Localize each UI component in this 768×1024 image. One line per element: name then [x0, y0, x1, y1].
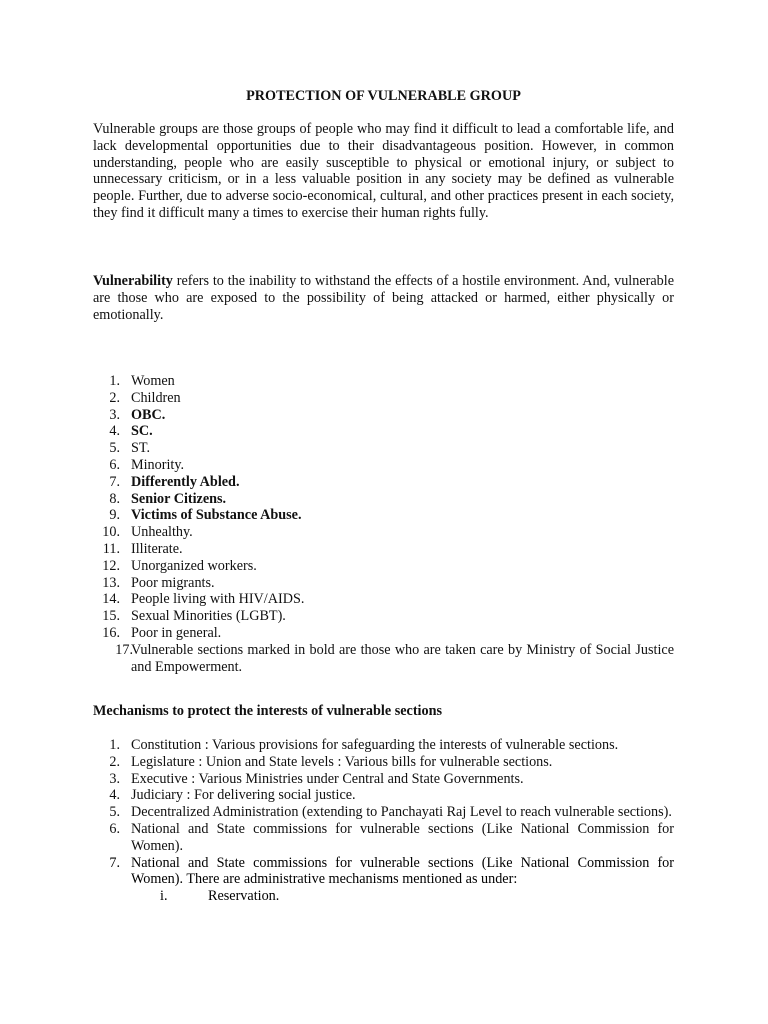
page-title: PROTECTION OF VULNERABLE GROUP	[246, 88, 521, 104]
list-item-number: 15.	[102, 608, 120, 625]
list-item	[93, 541, 674, 558]
list-item-text: Poor migrants.	[131, 574, 215, 591]
sub-list-item	[93, 888, 674, 905]
list-item	[93, 558, 674, 575]
list-item-number: 2.	[109, 389, 120, 406]
list-item-text: Legislature : Union and State levels : Various bills for vulnerable sections.	[131, 753, 553, 770]
list-item-number: 12.	[102, 557, 120, 574]
list-item-text: People living with HIV/AIDS.	[131, 591, 305, 608]
list-item-text: Victims of Substance Abuse.	[131, 507, 302, 524]
list-item-number: 8.	[109, 490, 120, 507]
list-item	[93, 507, 674, 524]
list-item-text: Constitution : Various provisions for safeguarding the interests of vulnerable sections.	[131, 737, 619, 753]
list-item-number: 6.	[109, 820, 120, 837]
list-item-number: 5.	[109, 440, 120, 457]
list-item	[93, 608, 674, 625]
list-item-number: 6.	[109, 456, 120, 473]
sub-list-item-text: Reservation.	[208, 888, 280, 905]
list-item-number: 3.	[109, 406, 120, 423]
list-item-text: OBC.	[131, 406, 166, 423]
list-item-text: SC.	[131, 423, 153, 440]
list-item-text: Minority.	[131, 456, 185, 473]
list-item	[93, 787, 674, 804]
vulnerability-definition: refers to the inability to withstand the effects of a hostile environment. And, vulnerable are those who are exposed to the possibility of being attacked or harmed, either physically or emotionally.	[93, 273, 674, 323]
list-item	[93, 855, 674, 889]
list-item-text: Executive : Various Ministries under Central and State Governments.	[131, 770, 524, 787]
list-item	[93, 625, 674, 642]
list-item	[93, 591, 674, 608]
list-item-number: 13.	[102, 574, 120, 591]
vulnerable-groups-list	[93, 373, 674, 675]
list-item-number: 4.	[109, 423, 120, 440]
list-item-number: 9.	[109, 507, 120, 524]
list-item	[93, 821, 674, 855]
sub-list-item-number: i.	[160, 888, 168, 905]
list-item	[93, 524, 674, 541]
mechanisms-list	[93, 737, 674, 905]
list-item	[93, 373, 674, 390]
list-item-number: 3.	[109, 770, 120, 787]
list-item-number: 5.	[109, 804, 120, 821]
list-item	[93, 642, 674, 676]
list-item-text: Decentralized Administration (extending to Panchayati Raj Level to reach vulnerable sections).	[131, 804, 672, 821]
list-item	[93, 407, 674, 424]
list-item-number: 4.	[109, 787, 120, 804]
list-item-text: Illiterate.	[131, 540, 183, 557]
list-item	[93, 491, 674, 508]
list-item	[93, 440, 674, 457]
list-item-text: Vulnerable sections marked in bold are those who are taken care by Ministry of Social Justice and Empowerment.	[131, 641, 674, 675]
list-item-text: Judiciary : For delivering social justice.	[131, 787, 356, 804]
list-item	[93, 771, 674, 788]
list-item	[93, 575, 674, 592]
mechanisms-heading: Mechanisms to protect the interests of vulnerable sections	[93, 703, 442, 719]
list-item-text: Children	[131, 389, 181, 406]
list-item-number: 1.	[109, 737, 120, 753]
list-item-number: 7.	[109, 854, 120, 871]
list-item-text: Unorganized workers.	[131, 557, 257, 574]
intro-paragraph: Vulnerable groups are those groups of people who may find it difficult to lead a comfortable life, and lack developmental opportunities due to their disadvantageous position. However, in common understanding, people who are easily susceptible to physical or emotional injury, or subject to unnecessary criticism, or in a less valuable position in any society may be defined as vulnerable people. Further, due to adverse socio-economical, cultural, and other practices present in each society, they find it difficult many a times to exercise their human rights fully.	[93, 121, 674, 221]
list-item-text: Differently Abled.	[131, 473, 240, 490]
list-item-number: 10.	[102, 524, 120, 541]
list-item-text: Unhealthy.	[131, 524, 193, 541]
list-item-number: 7.	[109, 473, 120, 490]
list-item-text: Poor in general.	[131, 624, 222, 641]
list-item	[93, 390, 674, 407]
list-item	[93, 423, 674, 440]
list-item-number: 11.	[102, 540, 120, 557]
list-item-text: ST.	[131, 440, 151, 457]
list-item	[93, 804, 674, 821]
list-item-text: Sexual Minorities (LGBT).	[131, 608, 286, 625]
list-item-text: National and State commissions for vulnerable sections (Like National Commission for Women). There are administrative mechanisms mentioned as under:	[131, 854, 674, 888]
list-item-text: Senior Citizens.	[131, 490, 227, 507]
list-item	[93, 737, 674, 754]
list-item	[93, 474, 674, 491]
vulnerability-paragraph	[93, 273, 674, 323]
list-item	[93, 754, 674, 771]
list-item-number: 16.	[102, 624, 120, 641]
list-item	[93, 457, 674, 474]
list-item-number: 14.	[102, 591, 120, 608]
vulnerability-term: Vulnerability	[93, 273, 173, 289]
list-item-number: 2.	[109, 753, 120, 770]
list-item-number: 1.	[109, 373, 120, 389]
list-item-text: National and State commissions for vulnerable sections (Like National Commission for Women).	[131, 820, 674, 854]
list-item-number: 17.	[115, 641, 133, 658]
list-item-text: Women	[131, 373, 175, 389]
